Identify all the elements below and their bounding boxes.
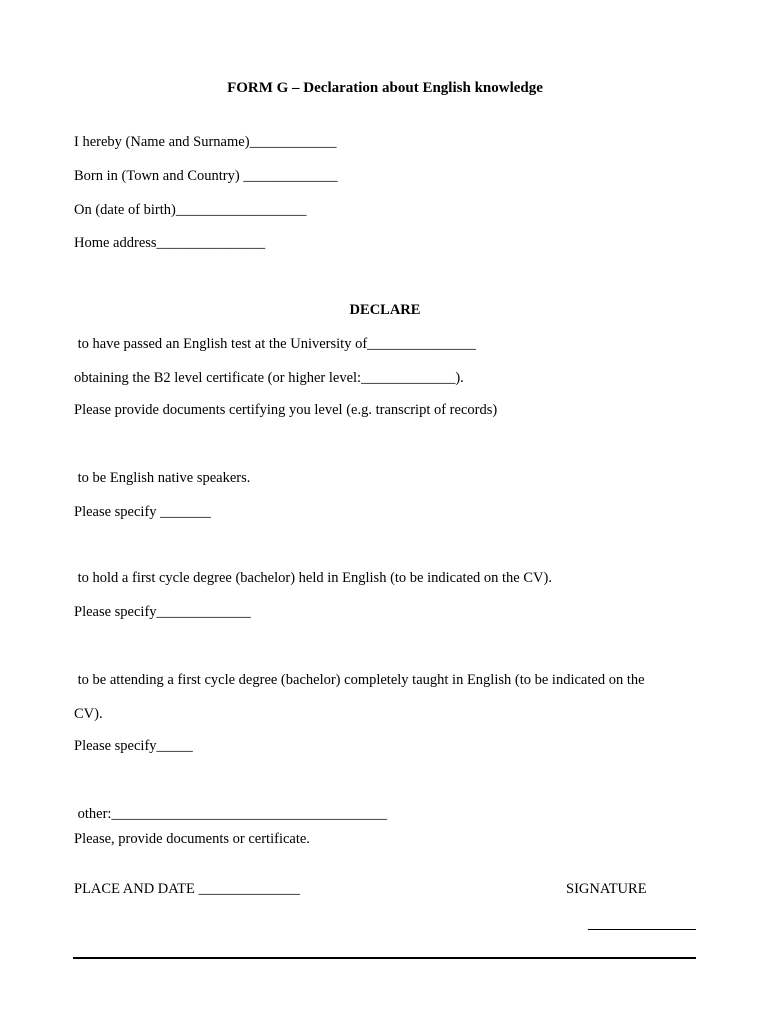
birthplace-field[interactable]: Born in (Town and Country) _____________ xyxy=(74,168,338,184)
test-documents-note: Please provide documents certifying you level (e.g. transcript of records) xyxy=(74,402,498,418)
bachelor-specify-field[interactable]: Please specify_____________ xyxy=(74,604,251,620)
signature-line[interactable] xyxy=(588,929,696,930)
certificate-level-field[interactable]: obtaining the B2 level certificate (or higher level:_____________). xyxy=(74,370,464,386)
signature-label: SIGNATURE xyxy=(566,881,647,897)
attending-degree-option[interactable]: to be attending a first cycle degree (bachelor) completely taught in English (to be indicated on the xyxy=(74,672,645,688)
attending-degree-option-cont: CV). xyxy=(74,706,103,722)
attending-specify-field[interactable]: Please specify_____ xyxy=(74,738,193,754)
home-address-field[interactable]: Home address_______________ xyxy=(74,235,266,251)
native-specify-field[interactable]: Please specify _______ xyxy=(74,504,211,520)
name-field[interactable]: I hereby (Name and Surname)____________ xyxy=(74,134,337,150)
other-option-field[interactable]: other:______________________________________ xyxy=(74,806,387,822)
date-of-birth-field[interactable]: On (date of birth)__________________ xyxy=(74,202,307,218)
bachelor-degree-option[interactable]: to hold a first cycle degree (bachelor) held in English (to be indicated on the CV). xyxy=(74,570,552,586)
place-date-field[interactable]: PLACE AND DATE ______________ xyxy=(74,881,300,897)
native-speaker-option[interactable]: to be English native speakers. xyxy=(74,470,251,486)
bottom-divider xyxy=(73,957,696,959)
other-documents-note: Please, provide documents or certificate. xyxy=(74,831,310,847)
english-test-option[interactable]: to have passed an English test at the University of_______________ xyxy=(74,336,476,352)
declare-heading: DECLARE xyxy=(349,302,421,318)
form-title: FORM G – Declaration about English knowledge xyxy=(227,80,543,96)
